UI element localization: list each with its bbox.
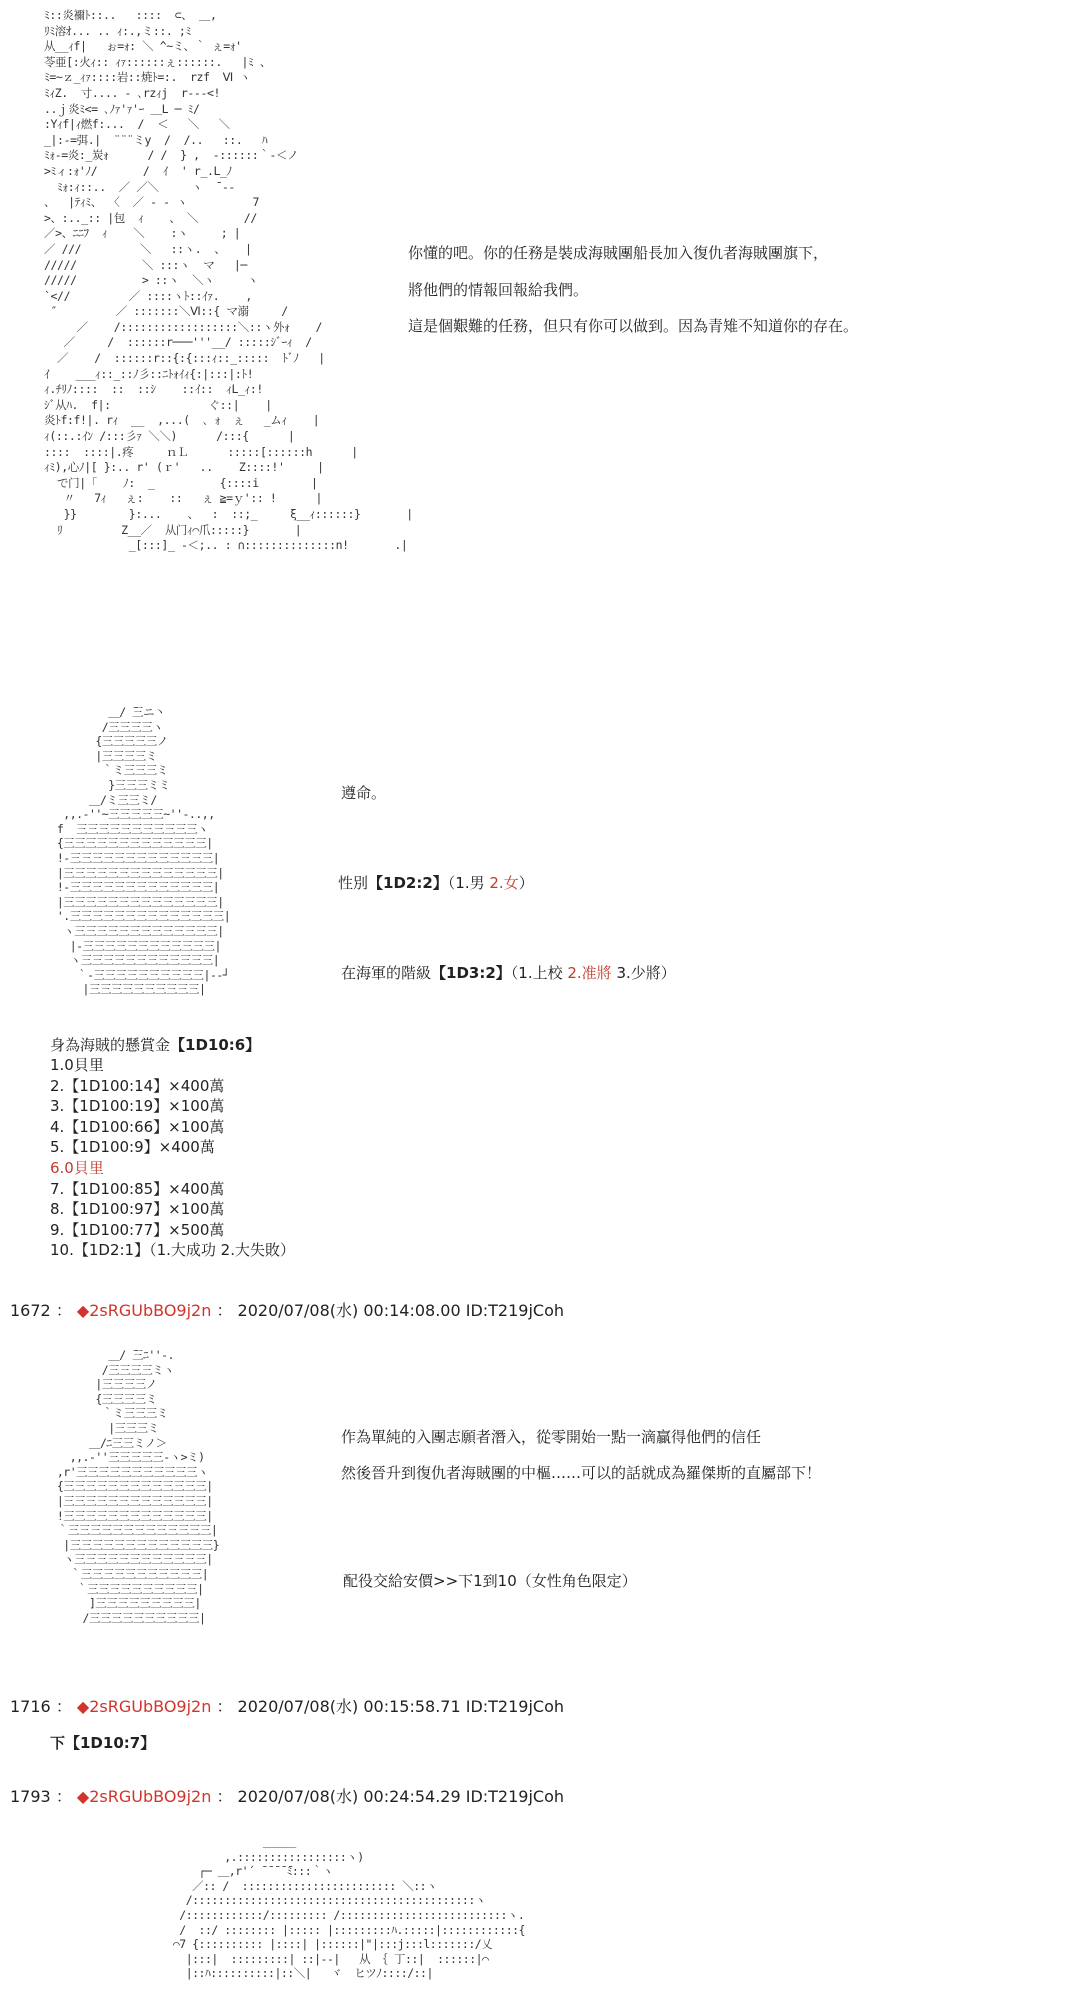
list-item: 10.【1D2:1】（1.大成功 2.大失敗） [50, 1241, 295, 1260]
rank-roll [341, 962, 676, 983]
rank-options-open: （1.上校 [510, 964, 568, 982]
list-item: 7.【1D100:85】×400萬 [50, 1179, 225, 1198]
dialogue-line: 你懂的吧。你的任務是裝成海賊團船長加入復仇者海賊團旗下， [408, 244, 829, 262]
bounty-options-list [50, 1055, 295, 1261]
rank-dice: 【1D3:2】 [431, 964, 511, 982]
post-header [10, 1298, 564, 1321]
list-item: 4.【1D100:66】×100萬 [50, 1117, 225, 1136]
rank-label: 在海軍的階級 [341, 964, 432, 982]
list-item: 8.【1D100:97】×100萬 [50, 1200, 225, 1219]
ascii-art-silhouette-1: ＿/ ̄三ニ丶 /三三三三ヽ {三三三三三ノ |三三三三ミ ｀ミ三三三ミ }三三三ミミ ＿/ミ三三ミ/ ,,.-''~三三三三三~''-..,, f 三三三三三三三三三三三ヽ {三三三三三三三三三三三三三| !-三三三三三三三三三三三三三| |三三三三三三三三三三三三三三| !-三三三三三三三三三三三三三| |三三三三三三三三三三三三三三| '.三三三三三三三三三三三三三三| ヽ三三三三三三三三三三三三三| |-三三三三三三三三三三三三| ヽ三三三三三三三三三三三三| ｀-三三三三三三三三三三|‐-┘ |三三三三三三三三三三| [56, 705, 231, 997]
post-separator: ： [55, 1787, 72, 1806]
ascii-art-character-1: ﾐ::炎禰ﾄ::.. :::: ⊂、 ＿, ﾘﾐ溶ｵ... .. ｨ:.,ミ::. ;ﾐ 从__ｨf| ぉ=ｫ: ＼ ^~ミ、｀ ぇ=ｫ' 苓亜[:火ｨ:: ｨｧ::::::ぇ::::::. |ﾐ 、 ﾐ=~ｚ_ｨｧ::::岩::焼ﾄ=:. rzf Ⅵ ヽ ﾐｨZ. 寸.... ‐ ､rzｨj r‐-‐<! ..ｊ炎ﾐ<= ､ﾉｧ'ｧ'ｰ ＿L ─ ﾐ/ :Yｨf|ｨ燃f:... / ＜ ＼ ＼ _|:-=弭.| ¨¨¨ミy / /.. ::. ﾊ ﾐｫ-=炎:_炭ｫ / / } , -::::::｀-＜ノ >ﾐィ:ｫ'ﾉ/ / ｲ ' r_.L_ﾉ ﾐｫ:ｨ::.. ／ ／＼ ヽ ̄ ‐‐ 、 |ﾃｨﾐ、 〈 ／ ‐ ‐ ヽ 7 >、:.._:: |包 ｨ 、 ＼ // ／>、ﾆﾆﾌ ｨ ＼ :ヽ ; | ／ /// ＼ ::ヽ. 、 | ///// ＼ :::ヽ マ |─ ///// > ::ヽ ＼ヽ ヽ `<// ／ ::::ヽﾄ::ｲｧ. , ″ ／ :::::::＼Ⅵ::{ マ溺 / ／ /::::::::::::::::::＼::ヽ外ｫ / ／ / ::::::r───'''__/ :::::ｼﾞｰｨ / ／ / ::::::r::{:{:::ｨ::_::::: ﾄﾞﾉ | ｲ ___ｨ::_::ﾉ彡::ﾆﾄｫｲｨ{:|:::|:ﾄ! ｨ.ﾁﾘﾉ:::: :: ::ｼ ::ｲ:: ｨL_ｨ:! ｼﾞ从ﾊ. f|: ぐ::| | 炎ﾄf:f!|. rｨ __ ,...( ､ ｫ ぇ _ムｨ | ｨ(::.:ｲﾝ /:::彡ｧ ＼＼) /:::{ | :::: ::::|.疼 ｎＬ :::::[::::::h | ｨﾐ),心ﾉ|[ }:.. r' (ｒ' .. Z::::!' | で门|「 ﾉ: _ {::::i | 〃 7ｨ ぇ: :: ぇ ≧=ｙ':: ! | }} }:... 、 : ::;_ ξ__ｨ::::::} | ﾘ Z__／ 从门ｨ⌒爪:::::} | _[:::]_ -＜;.. : ∩::::::::::::::n! .| [44, 8, 413, 553]
anchor-request: 配役交給安價>>下1到10（女性角色限定） [343, 1572, 637, 1590]
ascii-art-silhouette-2: ＿/ ̄三ﾆ''-. /三三三三ミヽ |三三三三ノ {三三三三ミ ｀ミ三三三ミ |三三三ミ ＿/ﾆ三三ミノ＞ ,,.-''三三三三三‐ヽ>ミ) ,r'三三三三三三三三三三三ヽ {三三三三三三三三三三三三三| |三三三三三三三三三三三三三| !三三三三三三三三三三三三三| ｀三三三三三三三三三三三三三| |三三三三三三三三三三三三三} ヽ三三三三三三三三三三三三| ｀三三三三三三三三三三三| ｀三三三三三三三三三三| ]三三三三三三三三三| /三三三三三三三三三三| [56, 1348, 220, 1625]
rank-selected: 2.准將 [567, 964, 612, 982]
dialogue-line: 將他們的情報回報給我們。 [408, 281, 589, 299]
gender-selected: 2.女 [489, 874, 519, 892]
bounty-label: 身為海賊的懸賞金 [50, 1036, 171, 1054]
post-number[interactable]: 1793 [10, 1787, 51, 1806]
post-separator: ： [55, 1697, 72, 1716]
list-item: 2.【1D100:14】×400萬 [50, 1076, 225, 1095]
dialogue-line: 作為單純的入團志願者潛入，從零開始一點一滴贏得他們的信任 [341, 1428, 762, 1446]
post-number[interactable]: 1672 [10, 1301, 51, 1320]
ascii-art-character-2: ＿＿＿ ,.:::::::::::::::::ヽ) ┌─ ＿,r'´ ̄ ̄ ̄ ̄ ̄ﾐ:::｀ヽ ／:: / :::::::::::::::::::::::: ＼::ヽ /::::::::::::::::::::::::::::::::::::::::::::ヽ /::::::::::::/::::::::: /::::::::::::::::::::::::::ヽ. / ::/ :::::::: |::::: |:::::::::ﾊ.:::::|::::::::::::{ ⌒7 {:::::::::: |::::| |::::::|"|:::j:::l:::::::/乂 |:::| :::::::::| ::|--| 从 ｛ 丁::| ::::::|⌒ |::ﾊ::::::::::|::＼| ヾ ヒツﾉ::::/::| [172, 1835, 525, 1981]
gender-dice: 【1D2:2】 [368, 874, 448, 892]
poster-name: ◆2sRGUbBO9j2n [76, 1787, 212, 1806]
gender-label: 性別 [338, 874, 369, 892]
reply-line: 遵命。 [341, 784, 387, 802]
post-separator: ： [55, 1301, 72, 1320]
poster-name: ◆2sRGUbBO9j2n [76, 1301, 212, 1320]
gender-options-close: ） [518, 874, 534, 892]
bounty-dice: 【1D10:6】 [170, 1036, 261, 1054]
dice-roll: 下【1D10:7】 [50, 1734, 156, 1752]
list-item-selected: 6.0貝里 [50, 1158, 104, 1177]
post-header [10, 1694, 564, 1717]
post-meta: ： 2020/07/08(水) 00:15:58.71 ID:T219jCoh [216, 1697, 565, 1716]
list-item: 5.【1D100:9】×400萬 [50, 1138, 215, 1157]
post-header [10, 1784, 564, 1807]
post-meta: ： 2020/07/08(水) 00:24:54.29 ID:T219jCoh [216, 1787, 565, 1806]
dialogue-line: 然後晉升到復仇者海賊團的中樞……可以的話就成為羅傑斯的直屬部下！ [341, 1464, 822, 1482]
post-number[interactable]: 1716 [10, 1697, 51, 1716]
list-item: 3.【1D100:19】×100萬 [50, 1097, 225, 1116]
bounty-roll [50, 1034, 260, 1055]
gender-roll [338, 872, 534, 893]
list-item: 1.0貝里 [50, 1056, 104, 1074]
poster-name: ◆2sRGUbBO9j2n [76, 1697, 212, 1716]
rank-options-close: 3.少將） [611, 964, 676, 982]
post-meta: ： 2020/07/08(水) 00:14:08.00 ID:T219jCoh [216, 1301, 565, 1320]
dialogue-line: 這是個艱難的任務，但只有你可以做到。因為青雉不知道你的存在。 [408, 317, 859, 335]
gender-options-open: （1.男 [447, 874, 490, 892]
list-item: 9.【1D100:77】×500萬 [50, 1220, 225, 1239]
